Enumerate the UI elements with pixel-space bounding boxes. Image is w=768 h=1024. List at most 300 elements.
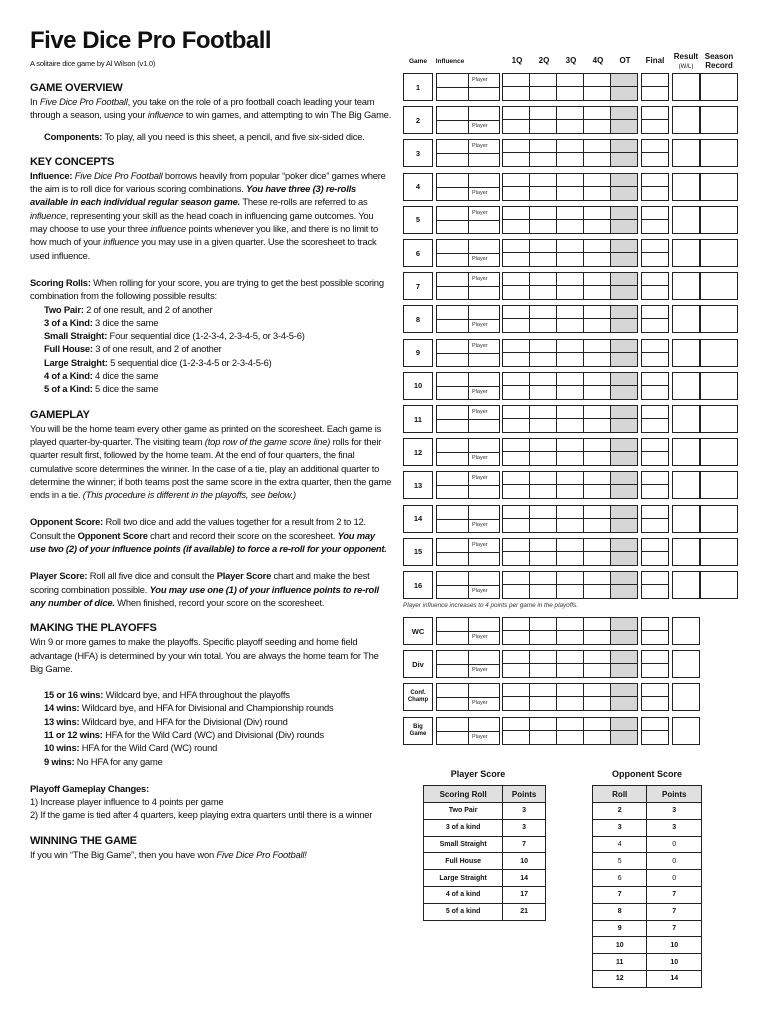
table-row [593, 937, 702, 954]
quarter-score-box[interactable] [502, 339, 530, 367]
game-label: 6 [403, 239, 433, 267]
influence-tracker[interactable] [436, 106, 500, 134]
quarter-score-box[interactable] [502, 305, 530, 333]
influence-tracker[interactable] [436, 571, 500, 599]
table-row [593, 886, 702, 903]
opponent-col-points: Points [647, 786, 702, 803]
influence-tracker[interactable] [436, 617, 500, 645]
playoff-row [403, 683, 739, 711]
table-row [593, 870, 702, 887]
ot-score-box[interactable] [610, 106, 638, 134]
cell-roll: 9 [593, 920, 647, 937]
quarter-score-box[interactable] [583, 617, 611, 645]
header-1q: 1Q [511, 56, 523, 65]
quarter-score-box[interactable] [529, 617, 557, 645]
influence-tracker[interactable] [436, 538, 500, 566]
opponent-score-paragraph: Opponent Score: Roll two dice and add the values together for a result from 2 to 12. Consult the Opponent Score chart and record their score on the scoresheet. You may use two (2) of your influence points (if available) to force a re-roll for your opponent. [30, 516, 387, 555]
quarter-score-box[interactable] [529, 206, 557, 234]
quarter-score-box[interactable] [529, 405, 557, 433]
result-box[interactable] [672, 173, 700, 201]
game-label: 7 [403, 272, 433, 300]
header-final: Final [645, 56, 665, 65]
season-record-box[interactable] [700, 305, 738, 333]
game-row [403, 206, 739, 234]
cell-roll: 10 [593, 937, 647, 954]
quarter-score-box[interactable] [529, 650, 557, 678]
result-box[interactable] [672, 372, 700, 400]
player-marker: Player [472, 256, 488, 262]
quarter-score-box[interactable] [583, 717, 611, 745]
season-record-box[interactable] [700, 372, 738, 400]
seed-item: 14 wins: Wildcard bye, and HFA for Divisional and Championship rounds [44, 702, 334, 714]
player-marker: Player [472, 123, 488, 130]
game-row [403, 73, 739, 101]
seed-item: 10 wins: HFA for the Wild Card (WC) round [44, 742, 218, 754]
result-box[interactable] [672, 305, 700, 333]
season-record-box[interactable] [700, 272, 738, 300]
quarter-score-box[interactable] [556, 505, 584, 533]
cell-points: 10 [503, 853, 546, 870]
table-row [424, 836, 546, 853]
final-score-box[interactable] [641, 505, 669, 533]
game-row [403, 471, 739, 499]
quarter-score-box[interactable] [529, 717, 557, 745]
quarter-score-box[interactable] [502, 538, 530, 566]
final-score-box[interactable] [641, 339, 669, 367]
player-marker: Player [472, 521, 488, 528]
cell-roll: 3 [593, 819, 647, 836]
player-marker: Player [472, 342, 488, 349]
quarter-score-box[interactable] [502, 438, 530, 466]
quarter-score-box[interactable] [529, 73, 557, 101]
game-row [403, 571, 739, 599]
quarter-score-box[interactable] [502, 405, 530, 433]
section-heading-key-concepts: KEY CONCEPTS [30, 155, 115, 168]
final-score-box[interactable] [641, 438, 669, 466]
cell-points: 7 [647, 886, 702, 903]
quarter-score-box[interactable] [583, 571, 611, 599]
ot-score-box[interactable] [610, 571, 638, 599]
header-influence: Influence [435, 58, 465, 65]
final-score-box[interactable] [641, 405, 669, 433]
playoff-label: WC [403, 617, 433, 645]
ot-score-box[interactable] [610, 438, 638, 466]
result-box[interactable] [672, 405, 700, 433]
season-record-box[interactable] [700, 173, 738, 201]
quarter-score-box[interactable] [583, 505, 611, 533]
player-marker: Player [472, 541, 488, 548]
quarter-score-box[interactable] [583, 305, 611, 333]
quarter-score-box[interactable] [583, 683, 611, 711]
combo-item: 4 of a Kind: 4 dice the same [44, 370, 159, 382]
quarter-score-box[interactable] [556, 438, 584, 466]
cell-points: 17 [503, 886, 546, 903]
quarter-score-box[interactable] [556, 206, 584, 234]
ot-score-box[interactable] [610, 372, 638, 400]
table-row [593, 903, 702, 920]
quarter-score-box[interactable] [583, 139, 611, 167]
season-record-box[interactable] [700, 538, 738, 566]
quarter-score-box[interactable] [502, 650, 530, 678]
quarter-score-box[interactable] [529, 139, 557, 167]
game-label: 8 [403, 305, 433, 333]
result-box[interactable] [672, 339, 700, 367]
quarter-score-box[interactable] [556, 538, 584, 566]
influence-tracker[interactable] [436, 471, 500, 499]
quarter-score-box[interactable] [556, 717, 584, 745]
quarter-score-box[interactable] [529, 471, 557, 499]
final-score-box[interactable] [641, 106, 669, 134]
playoff-change-item: 1) Increase player influence to 4 points per game [30, 796, 224, 808]
quarter-score-box[interactable] [529, 505, 557, 533]
ot-score-box[interactable] [610, 405, 638, 433]
ot-score-box[interactable] [610, 139, 638, 167]
quarter-score-box[interactable] [556, 305, 584, 333]
result-box[interactable] [672, 538, 700, 566]
playoff-change-item: 2) If the game is tied after 4 quarters, keep playing extra quarters until there is a winner [30, 809, 373, 821]
quarter-score-box[interactable] [556, 173, 584, 201]
player-marker: Player [472, 409, 488, 415]
quarter-score-box[interactable] [556, 73, 584, 101]
quarter-score-box[interactable] [583, 339, 611, 367]
final-score-box[interactable] [641, 571, 669, 599]
section-heading-winning: WINNING THE GAME [30, 834, 137, 847]
table-row [593, 970, 702, 987]
final-score-box[interactable] [641, 305, 669, 333]
influence-tracker[interactable] [436, 173, 500, 201]
opponent-score-title: Opponent Score [611, 769, 682, 779]
quarter-score-box[interactable] [502, 683, 530, 711]
quarter-score-box[interactable] [529, 438, 557, 466]
season-record-box[interactable] [700, 139, 738, 167]
player-score-paragraph: Player Score: Roll all five dice and consult the Player Score chart and make the best scoring combination possible. You may use one (1) of your influence points to re-roll any number of dice. When finished, record your score on the scoresheet. [30, 570, 379, 608]
quarter-score-box[interactable] [583, 73, 611, 101]
season-record-box[interactable] [700, 471, 738, 499]
quarter-score-box[interactable] [583, 239, 611, 267]
influence-tracker[interactable] [436, 372, 500, 400]
influence-tracker[interactable] [436, 272, 500, 300]
influence-tracker[interactable] [436, 405, 500, 433]
player-marker: Player [472, 322, 488, 329]
season-record-box[interactable] [700, 405, 738, 433]
table-row [593, 803, 702, 820]
result-box[interactable] [672, 617, 700, 645]
player-marker: Player [472, 455, 488, 462]
influence-tracker[interactable] [436, 683, 500, 711]
quarter-score-box[interactable] [502, 617, 530, 645]
quarter-score-box[interactable] [583, 471, 611, 499]
table-row [593, 836, 702, 853]
quarter-score-box[interactable] [556, 106, 584, 134]
player-marker: Player [472, 388, 488, 395]
player-marker: Player [472, 733, 488, 740]
quarter-score-box[interactable] [556, 139, 584, 167]
cell-points: 7 [647, 903, 702, 920]
influence-tracker[interactable] [436, 239, 500, 267]
influence-tracker[interactable] [436, 505, 500, 533]
quarter-score-box[interactable] [502, 239, 530, 267]
final-score-box[interactable] [641, 73, 669, 101]
quarter-score-box[interactable] [529, 372, 557, 400]
game-label: 14 [403, 505, 433, 533]
quarter-score-box[interactable] [556, 372, 584, 400]
quarter-score-box[interactable] [502, 139, 530, 167]
influence-tracker[interactable] [436, 339, 500, 367]
table-row [424, 803, 546, 820]
cell-roll: 4 of a kind [424, 886, 503, 903]
game-row [403, 106, 739, 134]
quarter-score-box[interactable] [529, 106, 557, 134]
playoff-label: Conf. Champ [403, 683, 433, 711]
combo-item: Two Pair: 2 of one result, and 2 of another [44, 303, 213, 315]
ot-score-box[interactable] [610, 305, 638, 333]
quarter-score-box[interactable] [583, 173, 611, 201]
final-score-box[interactable] [641, 139, 669, 167]
playoff-changes-list [30, 795, 392, 822]
game-row [403, 272, 739, 300]
cell-points: 21 [503, 903, 546, 920]
final-score-box[interactable] [641, 717, 669, 745]
opponent-col-roll: Roll [593, 786, 647, 803]
winning-paragraph: If you win “The Big Game”, then you have won Five Dice Pro Football! [30, 848, 307, 860]
rules-column [30, 28, 392, 861]
ot-score-box[interactable] [610, 272, 638, 300]
header-season-record: Season Record [704, 52, 734, 70]
quarter-score-box[interactable] [502, 717, 530, 745]
game-label: 13 [403, 471, 433, 499]
quarter-score-box[interactable] [556, 405, 584, 433]
header-3q: 3Q [565, 56, 577, 65]
player-marker: Player [472, 700, 488, 707]
table-row [424, 819, 546, 836]
quarter-score-box[interactable] [583, 106, 611, 134]
result-box[interactable] [672, 139, 700, 167]
header-4q: 4Q [592, 56, 604, 65]
table-row [424, 870, 546, 887]
game-row [403, 239, 739, 267]
game-label: 16 [403, 571, 433, 599]
quarter-score-box[interactable] [556, 239, 584, 267]
season-record-box[interactable] [700, 73, 738, 101]
cell-roll: Small Straight [424, 836, 503, 853]
game-label: 5 [403, 206, 433, 234]
result-box[interactable] [672, 571, 700, 599]
player-marker: Player [472, 634, 488, 640]
quarter-score-box[interactable] [556, 272, 584, 300]
ot-score-box[interactable] [610, 239, 638, 267]
result-box[interactable] [672, 206, 700, 234]
cell-points: 0 [647, 836, 702, 853]
game-row [403, 538, 739, 566]
quarter-score-box[interactable] [583, 405, 611, 433]
quarter-score-box[interactable] [583, 650, 611, 678]
quarter-score-box[interactable] [529, 239, 557, 267]
opponent-score-table [592, 785, 702, 988]
result-box[interactable] [672, 438, 700, 466]
ot-score-box[interactable] [610, 206, 638, 234]
ot-score-box[interactable] [610, 173, 638, 201]
final-score-box[interactable] [641, 206, 669, 234]
combo-list [30, 303, 392, 396]
ot-score-box[interactable] [610, 717, 638, 745]
cell-points: 7 [503, 836, 546, 853]
quarter-score-box[interactable] [502, 471, 530, 499]
influence-tracker[interactable] [436, 73, 500, 101]
cell-roll: 11 [593, 954, 647, 971]
final-score-box[interactable] [641, 538, 669, 566]
player-marker: Player [472, 209, 488, 216]
quarter-score-box[interactable] [556, 683, 584, 711]
section-heading-overview: GAME OVERVIEW [30, 82, 123, 94]
season-record-box[interactable] [700, 438, 738, 466]
final-score-box[interactable] [641, 372, 669, 400]
table-row [424, 853, 546, 870]
influence-tracker[interactable] [436, 206, 500, 234]
game-row [403, 372, 739, 400]
season-record-box[interactable] [700, 571, 738, 599]
result-box[interactable] [672, 106, 700, 134]
playoff-changes-heading: Playoff Gameplay Changes: [30, 782, 149, 794]
game-label: 15 [403, 538, 433, 566]
seed-item: 15 or 16 wins: Wildcard bye, and HFA throughout the playoffs [44, 689, 290, 701]
season-record-box[interactable] [700, 505, 738, 533]
quarter-score-box[interactable] [502, 206, 530, 234]
result-box[interactable] [672, 272, 700, 300]
ot-score-box[interactable] [610, 505, 638, 533]
season-record-box[interactable] [700, 206, 738, 234]
quarter-score-box[interactable] [502, 571, 530, 599]
quarter-score-box[interactable] [502, 73, 530, 101]
seed-item: 11 or 12 wins: HFA for the Wild Card (WC) and Divisional (Div) rounds [44, 728, 325, 740]
cell-points: 10 [647, 954, 702, 971]
quarter-score-box[interactable] [502, 505, 530, 533]
quarter-score-box[interactable] [502, 106, 530, 134]
influence-tracker[interactable] [436, 717, 500, 745]
combo-item: 5 of a Kind: 5 dice the same [44, 383, 159, 395]
header-2q: 2Q [538, 56, 550, 65]
game-row [403, 139, 739, 167]
cell-points: 3 [647, 803, 702, 820]
game-label: 9 [403, 339, 433, 367]
ot-score-box[interactable] [610, 471, 638, 499]
cell-roll: Large Straight [424, 870, 503, 887]
final-score-box[interactable] [641, 471, 669, 499]
game-row [403, 173, 739, 201]
quarter-score-box[interactable] [556, 650, 584, 678]
player-col-points: Points [503, 786, 546, 803]
table-row [424, 903, 546, 920]
quarter-score-box[interactable] [502, 173, 530, 201]
quarter-score-box[interactable] [556, 339, 584, 367]
combo-item: Large Straight: 5 sequential dice (1-2-3-4-5 or 2-3-4-5-6) [44, 356, 272, 368]
game-label: 12 [403, 438, 433, 466]
game-label: 3 [403, 139, 433, 167]
quarter-score-box[interactable] [529, 272, 557, 300]
quarter-score-box[interactable] [556, 471, 584, 499]
final-score-box[interactable] [641, 239, 669, 267]
influence-paragraph: Influence: Five Dice Pro Football borrows heavily from popular “poker dice” games where the aim is to roll dice for various scoring combinations. You have three (3) re-rolls available in each individual regular season game. These re-rolls are referred to as influence, representing your skill as the head coach in influencing game outcomes. You may choose to use your three influence points whenever you like, and there is no limit to how much of your influence you may use in a given quarter. Use the scoresheet to track used influence. [30, 169, 386, 261]
quarter-score-box[interactable] [583, 538, 611, 566]
result-box[interactable] [672, 239, 700, 267]
ot-score-box[interactable] [610, 650, 638, 678]
result-box[interactable] [672, 683, 700, 711]
season-record-box[interactable] [700, 239, 738, 267]
game-row [403, 339, 739, 367]
quarter-score-box[interactable] [583, 206, 611, 234]
cell-roll: 6 [593, 870, 647, 887]
final-score-box[interactable] [641, 617, 669, 645]
quarter-score-box[interactable] [529, 305, 557, 333]
quarter-score-box[interactable] [556, 617, 584, 645]
result-box[interactable] [672, 471, 700, 499]
cell-roll: Full House [424, 853, 503, 870]
seed-list [30, 688, 392, 768]
ot-score-box[interactable] [610, 538, 638, 566]
result-box[interactable] [672, 650, 700, 678]
player-marker: Player [472, 189, 488, 196]
game-label: 2 [403, 106, 433, 134]
result-box[interactable] [672, 73, 700, 101]
cell-points: 3 [503, 819, 546, 836]
quarter-score-box[interactable] [502, 272, 530, 300]
quarter-score-box[interactable] [529, 339, 557, 367]
influence-tracker[interactable] [436, 650, 500, 678]
table-row [593, 853, 702, 870]
player-col-roll: Scoring Roll [424, 786, 503, 803]
player-marker: Player [472, 276, 488, 283]
quarter-score-box[interactable] [529, 683, 557, 711]
ot-score-box[interactable] [610, 683, 638, 711]
header-game: Game [408, 58, 428, 65]
cell-points: 10 [647, 937, 702, 954]
season-record-box[interactable] [700, 339, 738, 367]
final-score-box[interactable] [641, 650, 669, 678]
result-box[interactable] [672, 717, 700, 745]
components-paragraph: Components: To play, all you need is this sheet, a pencil, and five six-sided dice. [44, 130, 365, 142]
ot-score-box[interactable] [610, 73, 638, 101]
table-row [593, 819, 702, 836]
ot-score-box[interactable] [610, 617, 638, 645]
cell-points: 0 [647, 870, 702, 887]
cell-roll: Two Pair [424, 803, 503, 820]
header-result: Result (W/L) [673, 52, 699, 70]
cell-roll: 2 [593, 803, 647, 820]
influence-tracker[interactable] [436, 438, 500, 466]
section-heading-playoffs: MAKING THE PLAYOFFS [30, 622, 157, 635]
ot-score-box[interactable] [610, 339, 638, 367]
final-score-box[interactable] [641, 683, 669, 711]
cell-roll: 3 of a kind [424, 819, 503, 836]
quarter-score-box[interactable] [583, 272, 611, 300]
playoff-label: Div [403, 650, 433, 678]
quarter-score-box[interactable] [583, 372, 611, 400]
season-record-box[interactable] [700, 106, 738, 134]
influence-tracker[interactable] [436, 139, 500, 167]
game-row [403, 405, 739, 433]
quarter-score-box[interactable] [556, 571, 584, 599]
result-box[interactable] [672, 505, 700, 533]
quarter-score-box[interactable] [583, 438, 611, 466]
final-score-box[interactable] [641, 272, 669, 300]
quarter-score-box[interactable] [529, 173, 557, 201]
quarter-score-box[interactable] [529, 538, 557, 566]
influence-tracker[interactable] [436, 305, 500, 333]
cell-roll: 5 [593, 853, 647, 870]
quarter-score-box[interactable] [502, 372, 530, 400]
cell-points: 3 [503, 803, 546, 820]
quarter-score-box[interactable] [529, 571, 557, 599]
final-score-box[interactable] [641, 173, 669, 201]
